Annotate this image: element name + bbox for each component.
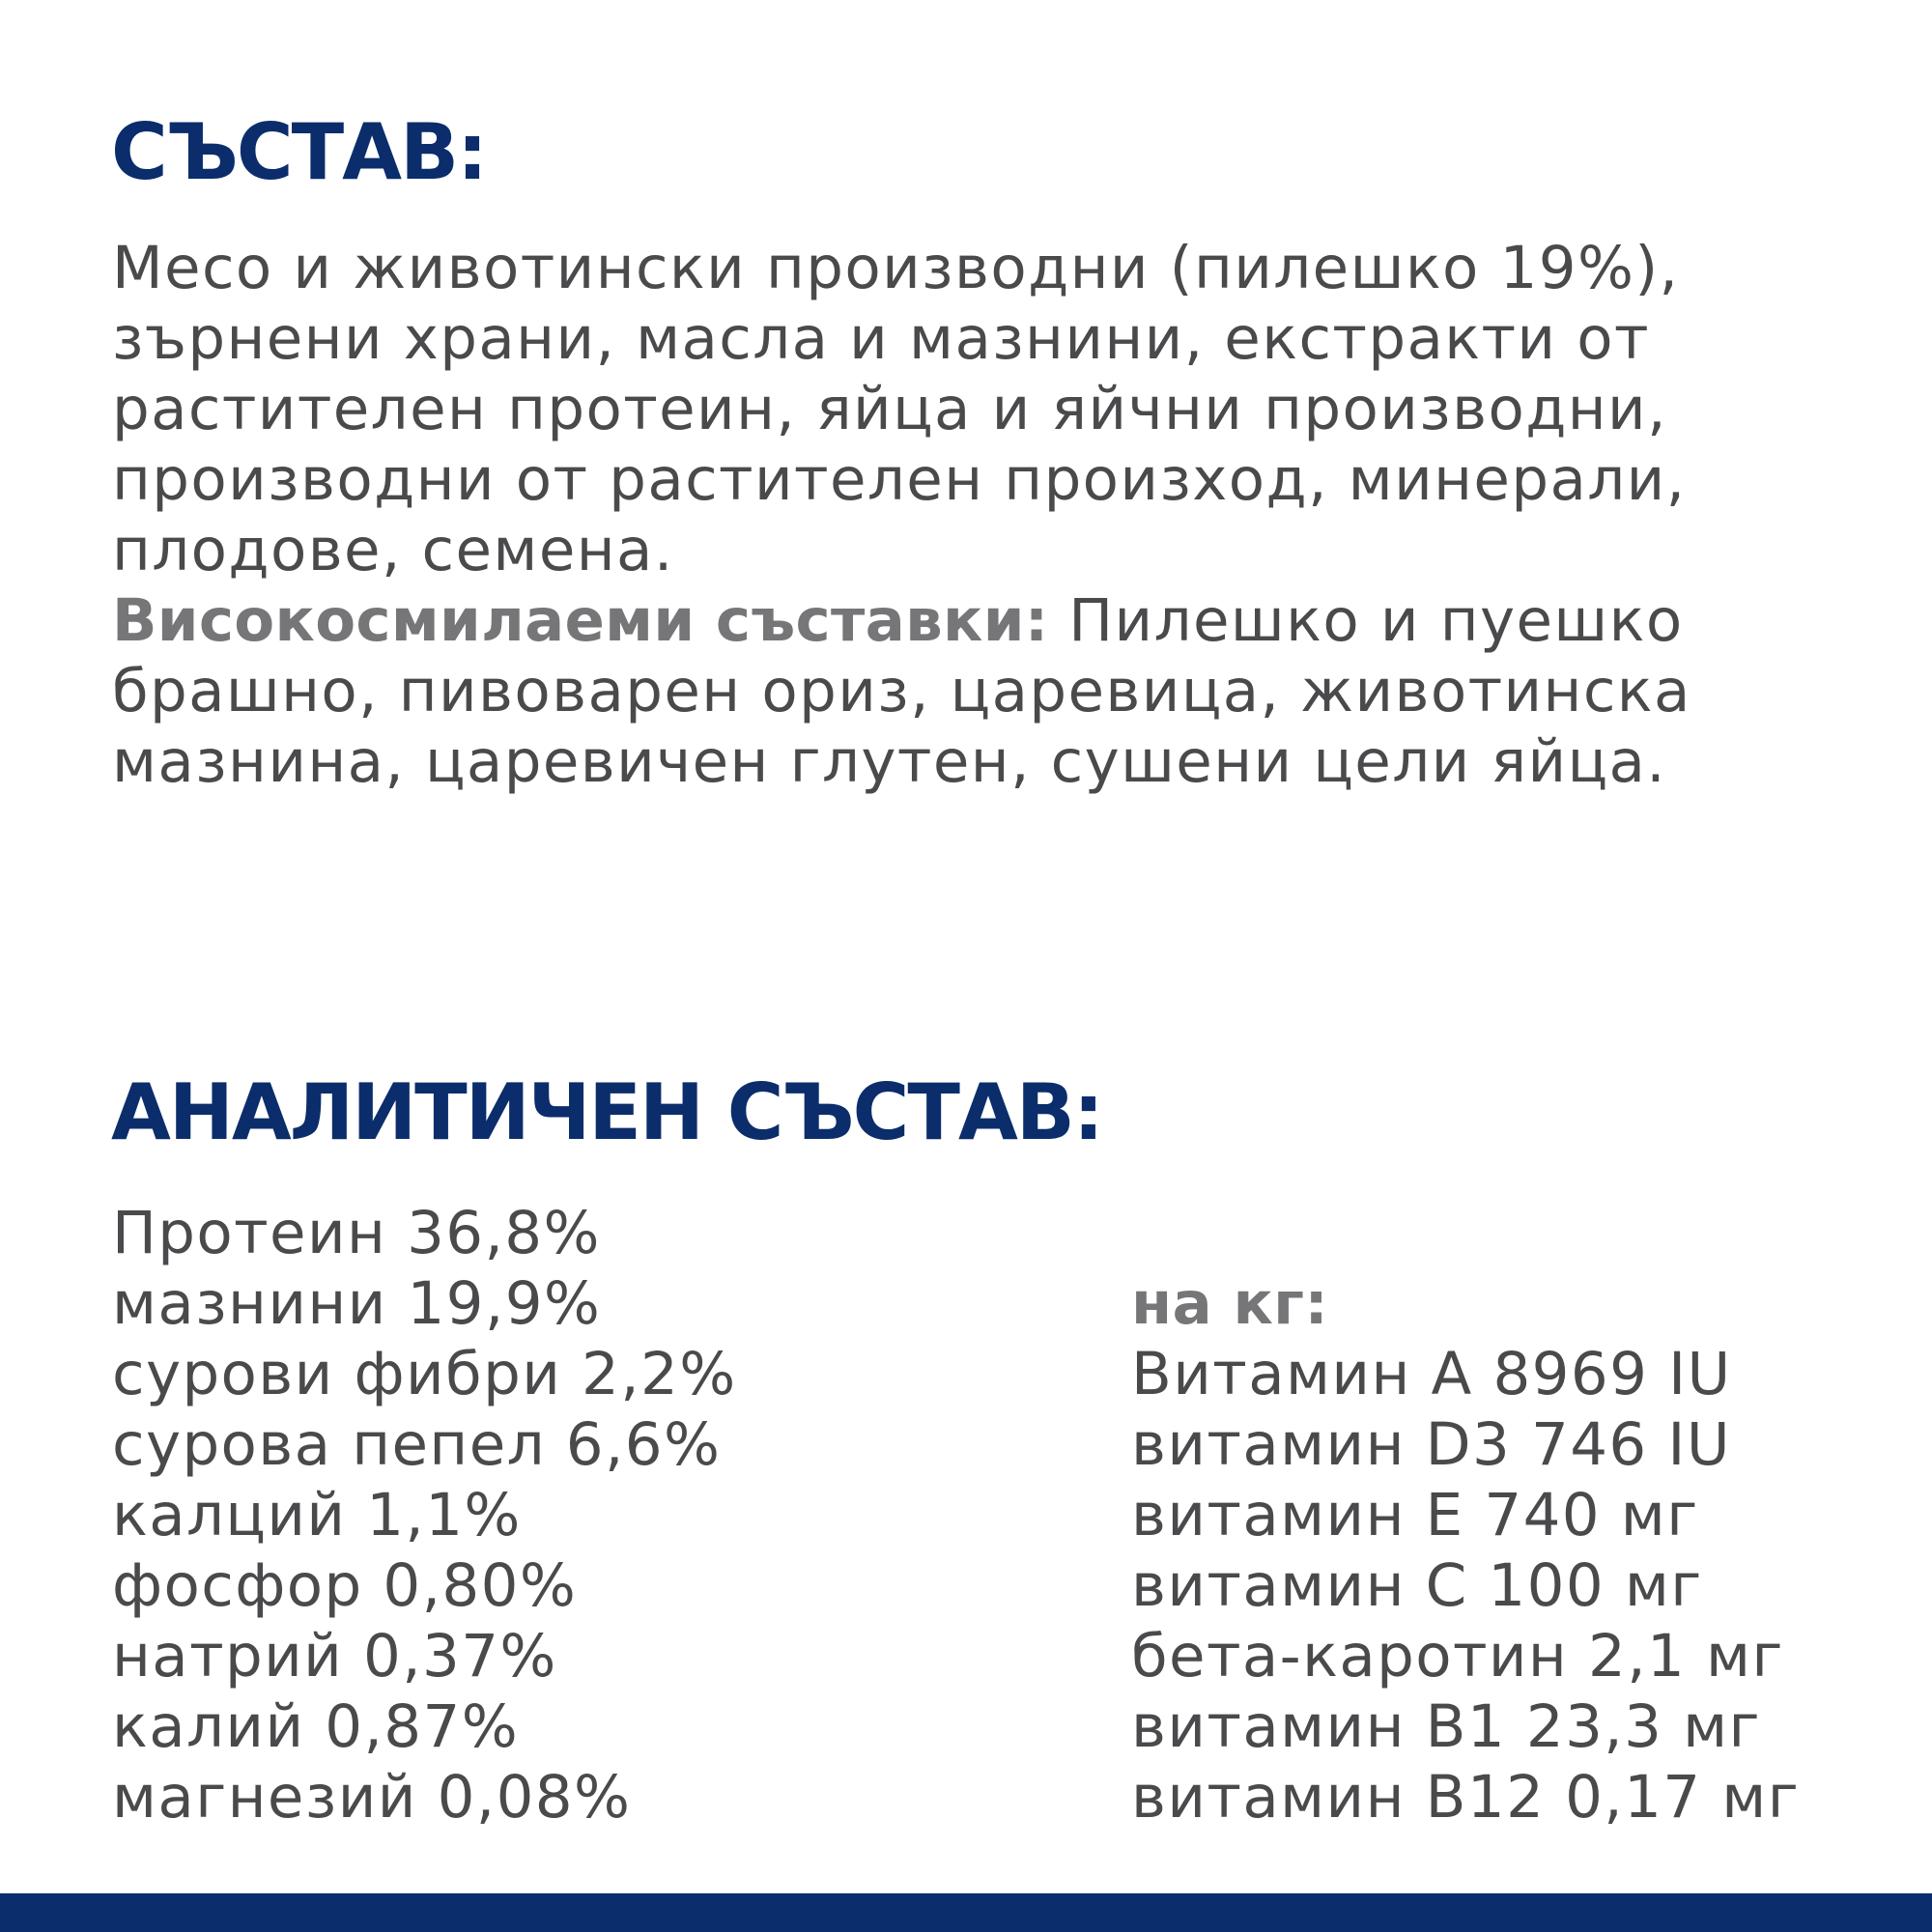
vitamin-item: бета-каротин 2,1 мг xyxy=(1131,1622,1784,1690)
analytical-item: натрий 0,37% xyxy=(112,1622,557,1690)
ingredients-line: зърнени храни, масла и мазнини, екстракти от xyxy=(112,304,1650,373)
bottom-band xyxy=(0,1893,1932,1932)
vitamin-item: витамин D3 746 IU xyxy=(1131,1410,1731,1479)
vitamin-item: витамин E 740 мг xyxy=(1131,1481,1699,1549)
vitamin-item: витамин B12 0,17 мг xyxy=(1131,1763,1801,1832)
analytical-item: магнезий 0,08% xyxy=(112,1763,632,1832)
ingredients-line: производни от растителен произход, минерали, xyxy=(112,445,1687,514)
analytical-heading: АНАЛИТИЧЕН СЪСТАВ: xyxy=(111,1067,1102,1157)
ingredients-heading: СЪСТАВ: xyxy=(111,107,487,197)
vitamin-item: витамин B1 23,3 мг xyxy=(1131,1692,1761,1761)
ingredients-line: Месо и животински производни (пилешко 19%), xyxy=(112,234,1680,302)
analytical-item: фосфор 0,80% xyxy=(112,1551,578,1620)
vitamin-item: Витамин А 8969 IU xyxy=(1131,1340,1732,1408)
ingredients-line: растителен протеин, яйца и яйчни производни, xyxy=(112,375,1667,443)
highly-digestible-text: Пилешко и пуешко xyxy=(1068,586,1684,655)
highly-digestible-line xyxy=(112,585,1851,656)
analytical-item: калий 0,87% xyxy=(112,1692,520,1761)
ingredients-text xyxy=(112,233,1851,797)
analytical-item: сурови фибри 2,2% xyxy=(112,1340,737,1408)
analytical-item: Протеин 36,8% xyxy=(112,1199,601,1267)
analytical-list xyxy=(112,1198,737,1833)
ingredients-line: плодове, семена. xyxy=(112,516,674,584)
highly-digestible-line: мазнина, царевичен глутен, сушени цели яйца. xyxy=(112,727,1667,796)
per-kg-label: на кг: xyxy=(1131,1269,1329,1338)
vitamin-item: витамин C 100 мг xyxy=(1131,1551,1703,1620)
analytical-item: калций 1,1% xyxy=(112,1481,522,1549)
vitamins-list xyxy=(1131,1268,1800,1833)
analytical-item: сурова пепел 6,6% xyxy=(112,1410,722,1479)
analytical-item: мазнини 19,9% xyxy=(112,1269,602,1338)
highly-digestible-line: брашно, пивоварен ориз, царевица, животинска xyxy=(112,657,1691,725)
highly-digestible-label: Високосмилаеми съставки: xyxy=(112,586,1049,655)
